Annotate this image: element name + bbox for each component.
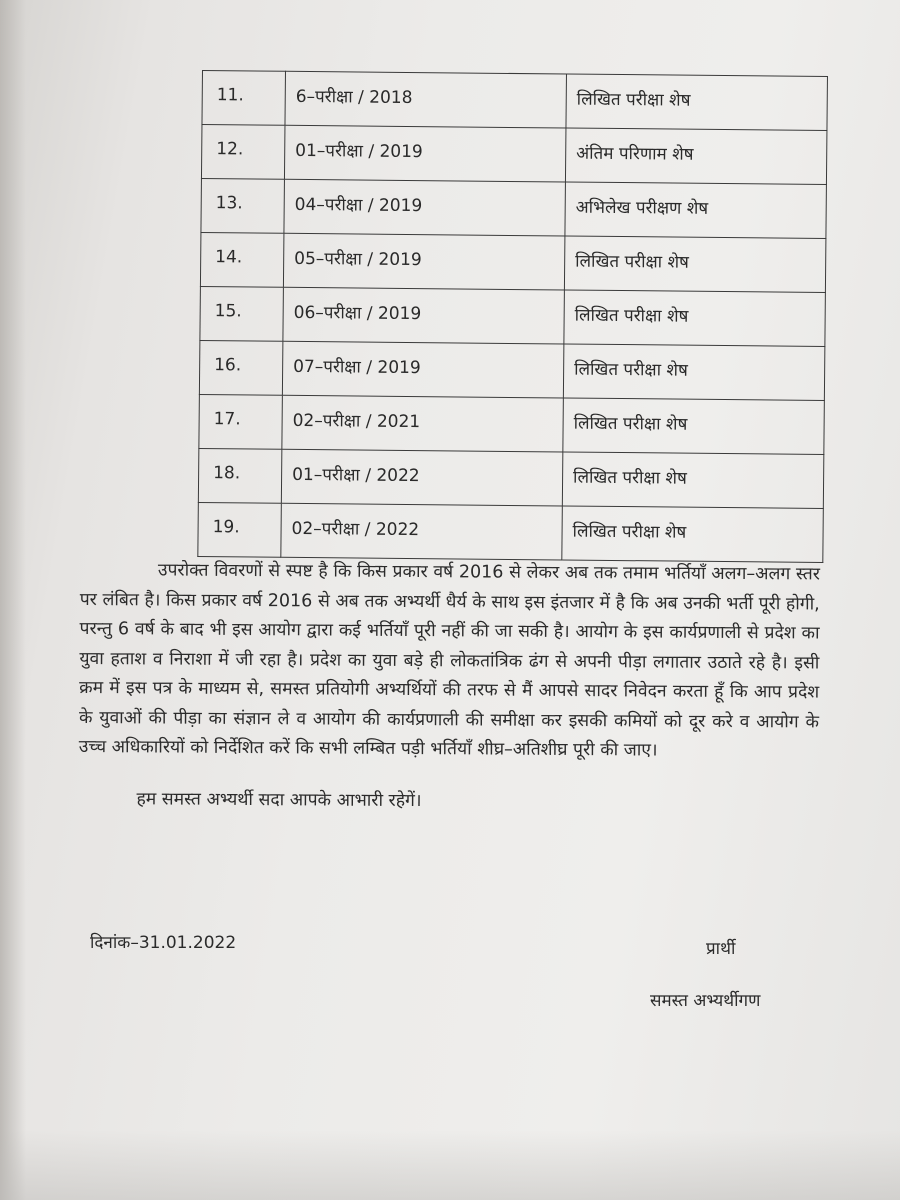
thanks-line: हम समस्त अभ्यर्थी सदा आपके आभारी रहेगें। [136, 788, 422, 811]
status-cell: लिखित परीक्षा शेष [563, 344, 825, 401]
exam-name-cell: 06–परीक्षा / 2019 [283, 287, 565, 344]
status-cell: लिखित परीक्षा शेष [564, 236, 826, 293]
table-row [201, 178, 826, 238]
signatory-label: समस्त अभ्यर्थीगण [650, 991, 761, 1011]
status-cell: लिखित परीक्षा शेष [564, 290, 826, 347]
table-row [199, 394, 824, 454]
status-cell: लिखित परीक्षा शेष [562, 506, 824, 563]
status-cell: लिखित परीक्षा शेष [566, 74, 828, 131]
applicant-label: प्रार्थी [706, 939, 736, 959]
exam-name-cell: 04–परीक्षा / 2019 [284, 179, 566, 236]
status-cell: अभिलेख परीक्षण शेष [565, 182, 827, 239]
status-cell: अंतिम परिणाम शेष [565, 128, 827, 185]
table-row [200, 232, 825, 292]
status-cell: लिखित परीक्षा शेष [562, 452, 824, 509]
table-row [201, 125, 826, 185]
serial-number-cell: 14. [200, 232, 284, 287]
table-body [198, 71, 828, 563]
table-row [200, 286, 825, 346]
exam-name-cell: 05–परीक्षा / 2019 [283, 233, 565, 290]
table-row [198, 448, 823, 508]
exam-name-cell: 6–परीक्षा / 2018 [285, 71, 567, 128]
table-row [202, 71, 827, 131]
letter-paragraph: उपरोक्त विवरणों से स्पष्ट है कि किस प्रकार वर्ष 2016 से लेकर अब तक तमाम भर्तियाँ अलग–अलग स्तर पर लंबित है। किस प्रकार वर्ष 2016 से अब तक अभ्यर्थी धैर्य के साथ इस इंतजार में है कि अब उनकी भर्ती पूरी होगी, परन्तु 6 वर्ष के बाद भी इस आयोग द्वारा कई भर्तियाँ पूरी नहीं की जा सकी है। आयोग के इस कार्यप्रणाली से प्रदेश का युवा हताश व निराशा में जी रहा है। प्रदेश का युवा बड़े ही लोकतांत्रिक ढंग से अपनी पीड़ा लगातार उठाते रहे है। इसी क्रम में इस पत्र के माध्यम से, समस्त प्रतियोगी अभ्यर्थियों की तरफ से मैं आपसे सादर निवेदन करता हूँ कि आप प्रदेश के युवाओं की पीड़ा का संज्ञान ले व आयोग की कार्यप्रणाली की समीक्षा कर इसकी कमियों को दूर करे व आयोग के उच्च अधिकारियों को निर्देशित करें कि सभी लम्बित पड़ी भर्तियाँ शीघ्र–अतिशीघ्र पूरी की जाए। [78, 560, 820, 761]
serial-number-cell: 18. [198, 448, 282, 503]
serial-number-cell: 13. [201, 178, 285, 233]
exam-name-cell: 02–परीक्षा / 2022 [281, 503, 563, 560]
table-row [198, 502, 823, 562]
letter-body [78, 556, 820, 818]
letter-date: दिनांक–31.01.2022 [90, 933, 237, 953]
table-row [199, 340, 824, 400]
serial-number-cell: 15. [200, 286, 284, 341]
serial-number-cell: 19. [198, 502, 282, 557]
exam-name-cell: 07–परीक्षा / 2019 [282, 341, 564, 398]
exam-name-cell: 01–परीक्षा / 2022 [281, 449, 563, 506]
serial-number-cell: 12. [201, 125, 285, 180]
exam-name-cell: 02–परीक्षा / 2021 [282, 395, 564, 452]
exam-name-cell: 01–परीक्षा / 2019 [284, 125, 566, 182]
status-cell: लिखित परीक्षा शेष [563, 398, 825, 455]
serial-number-cell: 11. [202, 71, 286, 126]
serial-number-cell: 17. [199, 394, 283, 449]
serial-number-cell: 16. [199, 340, 283, 395]
exam-status-table [197, 70, 828, 563]
